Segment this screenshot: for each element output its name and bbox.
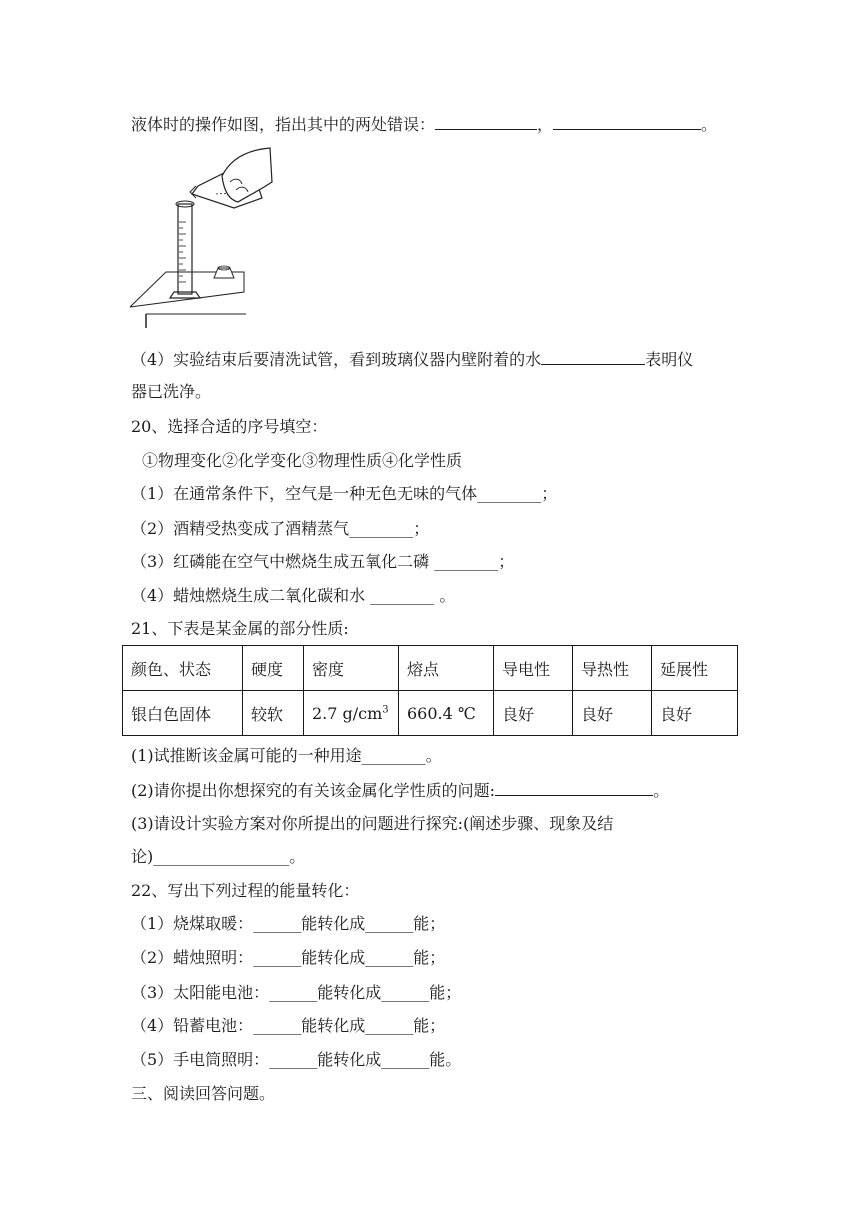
- q20-item-tail: ；: [498, 552, 515, 571]
- q20-item-blank[interactable]: ________: [477, 484, 542, 503]
- q20-item-tail: 。: [434, 586, 456, 605]
- table-cell: 良好: [652, 691, 738, 736]
- q22-title: 22、写出下列过程的能量转化：: [131, 881, 360, 900]
- density-value: 2.7 g/cm: [312, 703, 383, 723]
- table-header-cell: 导热性: [573, 646, 652, 691]
- q22-item-label: （5）手电筒照明：: [131, 1050, 270, 1069]
- q22-blank[interactable]: ______: [365, 948, 414, 967]
- q22-blank[interactable]: ______: [253, 914, 302, 933]
- q22-item-end: 能；: [413, 1016, 446, 1035]
- q22-item-end: 能；: [429, 983, 462, 1002]
- table-cell: 良好: [573, 691, 652, 736]
- q20-item-tail: ；: [541, 484, 558, 503]
- table-header-cell: 延展性: [652, 646, 738, 691]
- q22-item-end: 能；: [413, 914, 446, 933]
- q19-part4-line: [131, 348, 693, 371]
- q21-sub3-blank[interactable]: _________________: [153, 847, 290, 866]
- q20-item-2: [131, 518, 429, 540]
- q20-options: ①物理变化②化学变化③物理性质④化学性质: [142, 451, 463, 470]
- q21-sub1: [131, 745, 442, 767]
- table-cell: 较软: [243, 691, 304, 736]
- q19-blank-1[interactable]: [435, 113, 537, 130]
- q21-sub3-text-b: 论): [131, 847, 154, 866]
- table-header-cell: 导电性: [494, 646, 573, 691]
- q22-item-end: 能。: [429, 1050, 462, 1069]
- q22-item-mid: 能转化成: [317, 1050, 382, 1069]
- q21-sub3: (3)请设计实验方案对你所提出的问题进行探究:(阐述步骤、现象及结: [131, 814, 614, 833]
- table-header-row: [123, 646, 738, 691]
- q22-item-mid: 能转化成: [317, 983, 382, 1002]
- q20-item-1: [131, 483, 557, 505]
- q20-item-3: [131, 551, 514, 573]
- q20-item-text: （4）蜡烛燃烧生成二氧化碳和水: [131, 586, 371, 605]
- q19-instruction-text: 液体时的操作如图，指出其中的两处错误：: [131, 115, 436, 134]
- q22-item-4: [131, 1015, 445, 1037]
- table-cell: 良好: [494, 691, 573, 736]
- q21-sub3-end: 。: [289, 847, 306, 866]
- q21-sub3-continuation: [131, 846, 305, 868]
- q20-item-tail: ；: [413, 519, 430, 538]
- graduated-cylinder-figure: [126, 142, 276, 332]
- q21-sub2: [131, 779, 669, 802]
- q21-sub1-blank[interactable]: ________: [361, 746, 426, 765]
- table-cell: 660.4 ℃: [399, 691, 494, 736]
- q20-item-text: （1）在通常条件下，空气是一种无色无味的气体: [131, 484, 478, 503]
- q22-item-5: [131, 1049, 461, 1071]
- table-header-cell: 颜色、状态: [123, 646, 243, 691]
- q20-item-blank[interactable]: ________: [370, 586, 435, 605]
- q21-title: 21、下表是某金属的部分性质:: [131, 619, 349, 638]
- q22-blank[interactable]: ______: [365, 1016, 414, 1035]
- q19-separator: ，: [537, 115, 554, 134]
- q22-blank[interactable]: ______: [381, 1050, 430, 1069]
- table-cell: 银白色固体: [123, 691, 243, 736]
- q20-item-blank[interactable]: ________: [434, 552, 499, 571]
- q22-item-label: （4）铅蓄电池：: [131, 1016, 254, 1035]
- table-header-cell: 熔点: [399, 646, 494, 691]
- q22-item-2: [131, 947, 445, 969]
- q21-sub1-end: 。: [425, 746, 442, 765]
- q22-item-end: 能；: [413, 948, 446, 967]
- q22-item-mid: 能转化成: [301, 914, 366, 933]
- q19-part4-text: （4）实验结束后要清洗试管，看到玻璃仪器内壁附着的水: [131, 350, 542, 369]
- q19-period: 。: [701, 115, 718, 134]
- q20-item-text: （2）酒精受热变成了酒精蒸气: [131, 519, 350, 538]
- q21-sub1-text: (1)试推断该金属可能的一种用途: [131, 746, 362, 765]
- q22-item-label: （1）烧煤取暖：: [131, 914, 254, 933]
- q22-blank[interactable]: ______: [253, 948, 302, 967]
- q22-item-1: [131, 913, 445, 935]
- table-cell-density: [304, 691, 399, 736]
- q19-blank-2[interactable]: [553, 113, 701, 130]
- q22-item-label: （2）蜡烛照明：: [131, 948, 254, 967]
- q21-sub2-text: (2)请你提出你想探究的有关该金属化学性质的问题:: [131, 781, 496, 800]
- q19-part4-text-b: 表明仪: [645, 350, 694, 369]
- q22-item-mid: 能转化成: [301, 948, 366, 967]
- q22-blank[interactable]: ______: [269, 983, 318, 1002]
- q22-blank[interactable]: ______: [381, 983, 430, 1002]
- q21-sub2-blank[interactable]: [495, 779, 653, 796]
- q19-part4-continuation: 器已洗净。: [131, 382, 212, 401]
- q22-blank[interactable]: ______: [269, 1050, 318, 1069]
- q19-instruction-line: [131, 113, 717, 136]
- table-header-cell: 密度: [304, 646, 399, 691]
- density-exponent: 3: [382, 704, 389, 716]
- q22-blank[interactable]: ______: [365, 914, 414, 933]
- q20-item-text: （3）红磷能在空气中燃烧生成五氧化二磷: [131, 552, 435, 571]
- q22-item-label: （3）太阳能电池：: [131, 983, 270, 1002]
- q19-part4-blank[interactable]: [541, 348, 645, 365]
- q20-title: 20、选择合适的序号填空：: [131, 417, 328, 436]
- q22-item-mid: 能转化成: [301, 1016, 366, 1035]
- metal-properties-table: [122, 645, 738, 736]
- q22-item-3: [131, 982, 461, 1004]
- table-header-cell: 硬度: [243, 646, 304, 691]
- q20-item-blank[interactable]: ________: [349, 519, 414, 538]
- q21-sub2-end: 。: [653, 781, 670, 800]
- table-row: [123, 691, 738, 736]
- q20-item-4: [131, 585, 455, 607]
- section-3-heading: 三、阅读回答问题。: [131, 1084, 276, 1103]
- q22-blank[interactable]: ______: [253, 1016, 302, 1035]
